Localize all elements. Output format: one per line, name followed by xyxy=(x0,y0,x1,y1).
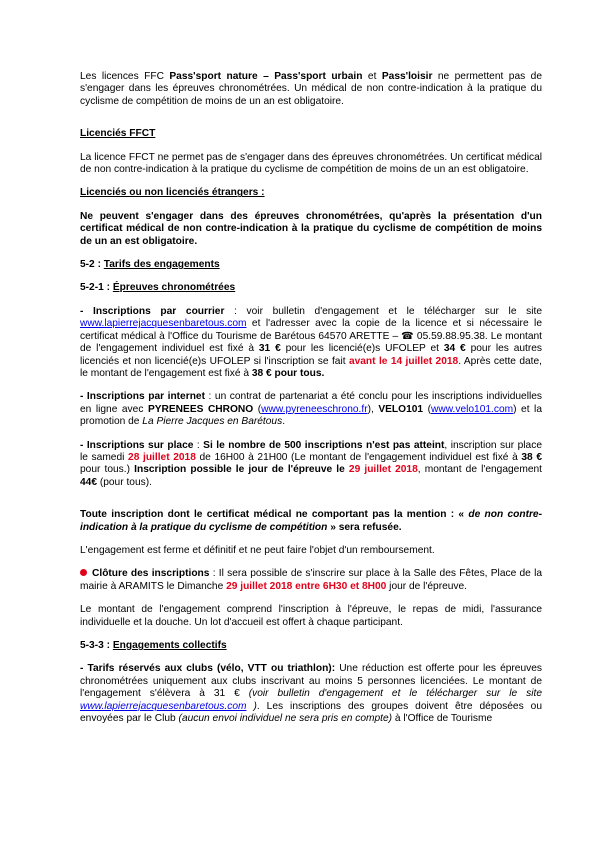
certificat-warning: Toute inscription dont le certificat médical ne comportant pas la mention : « de non contre-indication à la pratique du cyclisme de compétition » sera refusée. xyxy=(80,509,542,533)
pyreneeschrono-link[interactable]: www.pyreneeschrono.fr xyxy=(261,403,368,415)
ffc-licences-paragraph: Les licences FFC Pass'sport nature – Pass'sport urbain et Pass'loisir ne permettent pas de s'engager dans les épreuves chronométrées. Un médical de non contre-indication à la pratique du cyclisme de compétition de moins de un an est obligatoire. xyxy=(80,71,542,107)
clubs-paragraph: - Tarifs réservés aux clubs (vélo, VTT ou triathlon): Une réduction est offerte pour les épreuves chronométrées uniquement aux clubs inscrivant au moins 5 personnes licenciées. Le montant de l'engagement s'élèvera à 31 € (voir bulletin d'engagement et le télécharger sur le site www.lapierrejacquesenbaretous.com ). Les inscriptions des groupes doivent être déposées ou envoyées par le Club (aucun envoi individuel ne sera pris en compte) à l'Office de Tourisme xyxy=(80,663,542,725)
internet-paragraph: - Inscriptions par internet : un contrat de partenariat a été conclu pour les inscriptions individuelles en ligne avec PYRENEES CHRONO (www.pyreneeschrono.fr), VELO101 (www.velo101.com) et la promotion de La Pierre Jacques en Barétous. xyxy=(80,391,542,428)
montant-paragraph: Le montant de l'engagement comprend l'inscription à l'épreuve, le repas de midi, l'assurance individuelle et la douche. Un lot d'accueil est offert à chaque participant. xyxy=(80,604,542,628)
phone-icon: ☎ xyxy=(401,330,414,342)
ffct-paragraph: La licence FFCT ne permet pas de s'engager dans des épreuves chronométrées. Un certificat médical de non contre-indication à la pratique du cyclisme de compétition de moins de un an est obligatoire. xyxy=(80,151,542,176)
courrier-paragraph: - Inscriptions par courrier : voir bulletin d'engagement et le télécharger sur le site www.lapierrejacquesenbaretous.com et l'adresser avec la copie de la licence et si nécessaire le certificat médical à l'Office du Tourisme de Barétous 64570 ARETTE – ☎ 05.59.88.95.38. Le montant de l'engagement individuel est fixé à 31 € pour les licencié(e)s UFOLEP et 34 € pour les autres licenciés et non licencié(e)s UFOLEP si l'inscription se fait avant le 14 juillet 2018. Après cette date, le montant de l'engagement est fixé à 38 € pour tous. xyxy=(80,305,543,379)
surplace-paragraph: - Inscriptions sur place : Si le nombre de 500 inscriptions n'est pas atteint, inscription sur place le samedi 28 juillet 2018 de 16H00 à 21H00 (Le montant de l'engagement individuel est fixé à 38 € pour tous.) Inscription possible le jour de l'épreuve le 29 juillet 2018, montant de l'engagement 44€ (pour tous). xyxy=(80,439,542,488)
tarifs-heading: 5-2 : Tarifs des engagements xyxy=(80,259,220,271)
clubs-site-link[interactable]: www.lapierrejacquesenbaretous.com xyxy=(80,700,247,712)
red-bullet-icon xyxy=(80,569,87,576)
document-page xyxy=(80,71,542,725)
epreuves-heading: 5-2-1 : Épreuves chronométrées xyxy=(80,282,236,294)
site-link[interactable]: www.lapierrejacquesenbaretous.com xyxy=(80,318,247,330)
collectifs-heading: 5-3-3 : Engagements collectifs xyxy=(80,640,227,651)
engagement-ferme: L'engagement est ferme et définitif et ne peut faire l'objet d'un remboursement. xyxy=(80,544,435,556)
foreign-heading: Licenciés ou non licenciés étrangers : xyxy=(80,187,265,199)
cloture-paragraph: Clôture des inscriptions : Il sera possible de s'inscrire sur place à la Salle des Fêtes, Place de la mairie à ARAMITS le Dimanche 29 juillet 2018 entre 6H30 et 8H00 jour de l'épreuve. xyxy=(80,568,543,592)
velo101-link[interactable]: www.velo101.com xyxy=(431,403,514,415)
ffct-heading: Licenciés FFCT xyxy=(80,128,156,140)
foreign-paragraph: Ne peuvent s'engager dans des épreuves chronométrées, qu'après la présentation d'un certificat médical de non contre-indication à la pratique du cyclisme de compétition de moins de un an est obligatoire. xyxy=(80,210,542,247)
